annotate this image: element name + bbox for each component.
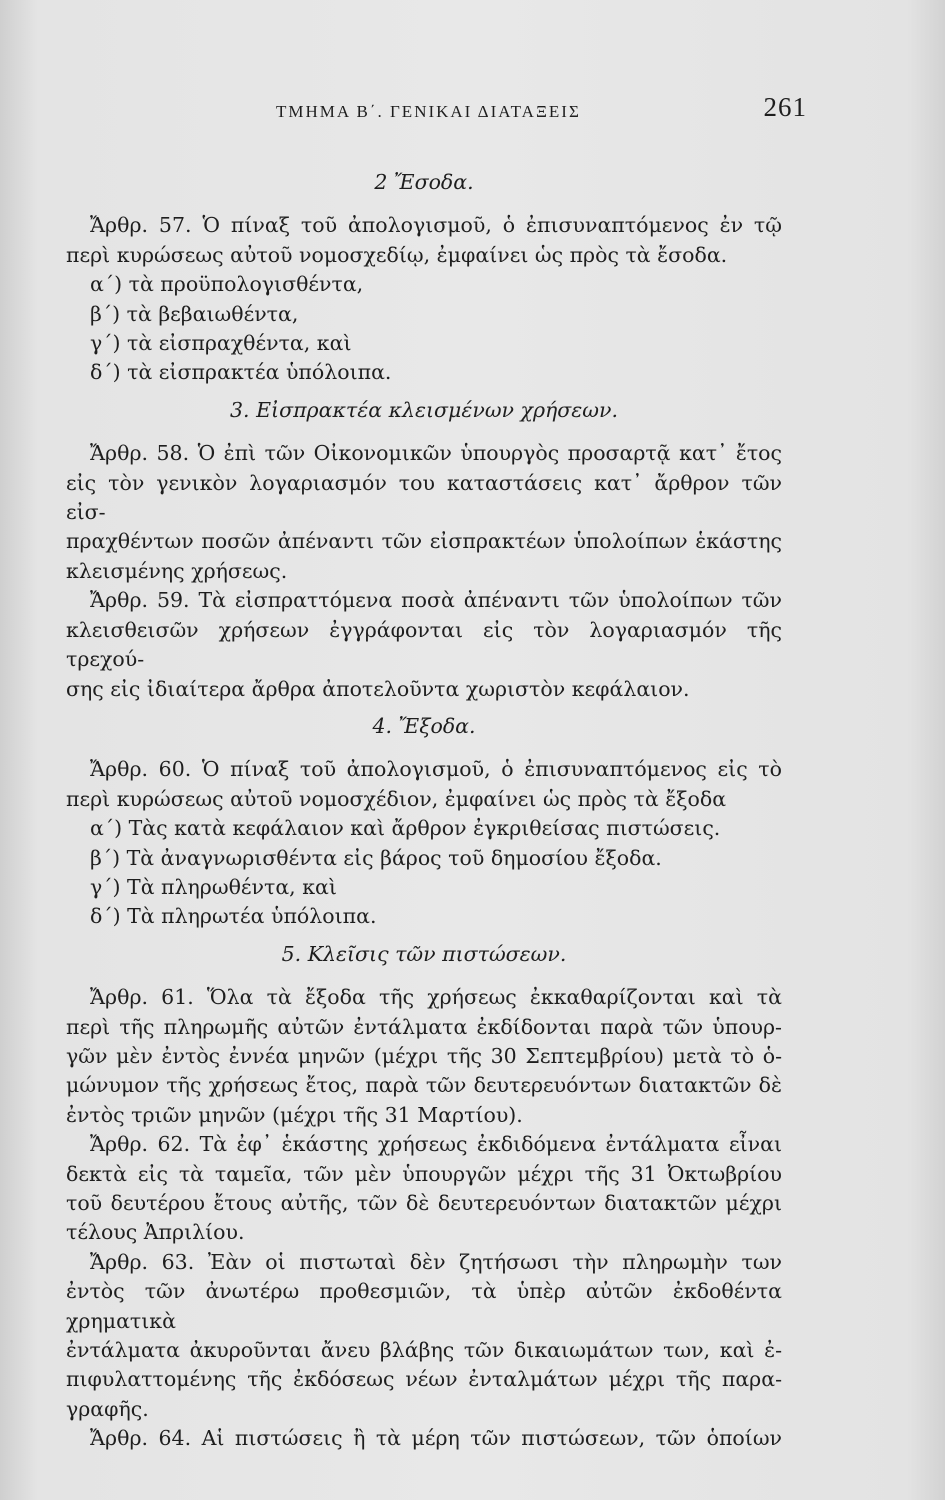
text-line: Ἄρθρ. 58. Ὁ ἐπὶ τῶν Οἰκονομικῶν ὑπουργὸς προσαρτᾷ κατ᾽ ἔτος [90,441,782,466]
text-line: σης εἰς ἰδιαίτερα ἄρθρα ἀποτελοῦντα χωριστὸν κεφάλαιον. [66,676,690,701]
text-line: Ἄρθρ. 61. Ὅλα τὰ ἔξοδα τῆς χρήσεως ἐκκαθαρίζονται καὶ τὰ [90,985,782,1010]
article-64 [66,1424,782,1453]
list-item: δ΄) τὰ εἰσπρακτέα ὑπόλοιπα. [90,360,392,385]
text-line: περὶ τῆς πληρωμῆς αὐτῶν ἐντάλματα ἐκδίδονται παρὰ τῶν ὑπουρ- [66,1014,782,1039]
text-line: Ἄρθρ. 59. Τὰ εἰσπραττόμενα ποσὰ ἀπέναντι τῶν ὑπολοίπων τῶν [90,588,782,613]
text-line: Ἄρθρ. 62. Τὰ ἐφ᾽ ἑκάστης χρήσεως ἐκδιδόμενα ἐντάλματα εἶναι [90,1132,782,1157]
text-line: δεκτὰ εἰς τὰ ταμεῖα, τῶν μὲν ὑπουργῶν μέχρι τῆς 31 Ὀκτωβρίου [66,1161,782,1186]
text-line: ἐντὸς τῶν ἀνωτέρω προθεσμιῶν, τὰ ὑπὲρ αὐτῶν ἐκδοθέντα χρηματικὰ [66,1279,782,1333]
text-line: γραφῆς. [66,1396,149,1421]
text-line: γῶν μὲν ἐντὸς ἐννέα μηνῶν (μέχρι τῆς 30 Σεπτεμβρίου) μετὰ τὸ ὁ- [66,1043,782,1068]
list-item: β΄) Τὰ ἀναγνωρισθέντα εἰς βάρος τοῦ δημοσίου ἔξοδα. [90,845,662,870]
list-item: δ΄) Τὰ πληρωτέα ὑπόλοιπα. [90,904,377,929]
page-header [66,92,807,128]
text-line: περὶ κυρώσεως αὐτοῦ νομοσχεδίῳ, ἐμφαίνει ὡς πρὸς τὰ ἔσοδα. [66,242,728,267]
article-61 [66,983,782,1130]
section-heading-closing-credits: 5. Κλεῖσις τῶν πιστώσεων. [281,941,567,966]
article-58 [66,439,782,586]
article-57 [66,211,782,270]
text-line: Ἄρθρ. 63. Ἐὰν οἱ πιστωταὶ δὲν ζητήσωσι τὴν πληρωμὴν των [90,1249,782,1274]
text-line: πιφυλαττομένης τῆς ἐκδόσεως νέων ἐνταλμάτων μέχρι τῆς παρα- [66,1367,782,1392]
text-line: τέλους Ἀπριλίου. [66,1220,245,1245]
text-line: μώνυμον τῆς χρήσεως ἔτος, παρὰ τῶν δευτερευόντων διατακτῶν δὲ [66,1073,782,1098]
text-line: ἐντάλματα ἀκυροῦνται ἄνευ βλάβης τῶν δικαιωμάτων των, καὶ ἐ- [66,1338,782,1363]
page-number: 261 [763,92,807,122]
revenue-list [66,270,782,388]
expense-list [66,814,782,932]
page-body [66,160,782,1454]
text-line: κλεισμένης χρήσεως. [66,558,288,583]
article-62 [66,1130,782,1248]
list-item: β΄) τὰ βεβαιωθέντα, [90,301,299,326]
running-title: ΤΜΗΜΑ Β΄. ΓΕΝΙΚΑΙ ΔΙΑΤΑΞΕΙΣ [276,102,581,121]
list-item: α΄) Τὰς κατὰ κεφάλαιον καὶ ἄρθρον ἐγκριθείσας πιστώσεις. [90,816,721,841]
text-line: τοῦ δευτέρου ἔτους αὐτῆς, τῶν δὲ δευτερευόντων διατακτῶν μέχρι [66,1191,782,1215]
text-line: Ἄρθρ. 60. Ὁ πίναξ τοῦ ἀπολογισμοῦ, ὁ ἐπισυναπτόμενος εἰς τὸ [90,757,782,782]
article-63 [66,1248,782,1424]
section-heading-expenses: 4. Ἔξοδα. [372,713,476,738]
section-heading-revenues: 2 Ἔσοδα. [374,170,474,194]
article-59 [66,586,782,704]
list-item: α΄) τὰ προϋπολογισθέντα, [90,272,364,297]
text-line: Ἄρθρ. 64. Αἱ πιστώσεις ἢ τὰ μέρη τῶν πιστώσεων, τῶν ὁποίων [90,1426,782,1451]
text-line: ἐντὸς τριῶν μηνῶν (μέχρι τῆς 31 Μαρτίου). [66,1102,523,1127]
text-line: κλεισθεισῶν χρήσεων ἐγγράφονται εἰς τὸν λογαριασμόν τῆς τρεχού- [66,617,782,672]
text-line: πραχθέντων ποσῶν ἀπέναντι τῶν εἰσπρακτέων ὑπολοίπων ἑκάστης [66,529,782,554]
list-item: γ΄) Τὰ πληρωθέντα, καὶ [90,874,337,899]
article-60 [66,755,782,814]
text-line: Ἄρθρ. 57. Ὁ πίναξ τοῦ ἀπολογισμοῦ, ὁ ἐπισυναπτόμενος ἐν τῷ [90,213,782,238]
section-heading-receivables: 3. Εἰσπρακτέα κλεισμένων χρήσεων. [230,397,618,422]
text-line: εἰς τὸν γενικὸν λογαριασμόν του καταστάσεις κατ᾽ ἄρθρον τῶν εἰσ- [66,470,782,525]
text-line: περὶ κυρώσεως αὐτοῦ νομοσχέδιον, ἐμφαίνει ὡς πρὸς τὰ ἔξοδα [66,786,727,811]
list-item: γ΄) τὰ εἰσπραχθέντα, καὶ [90,331,352,356]
